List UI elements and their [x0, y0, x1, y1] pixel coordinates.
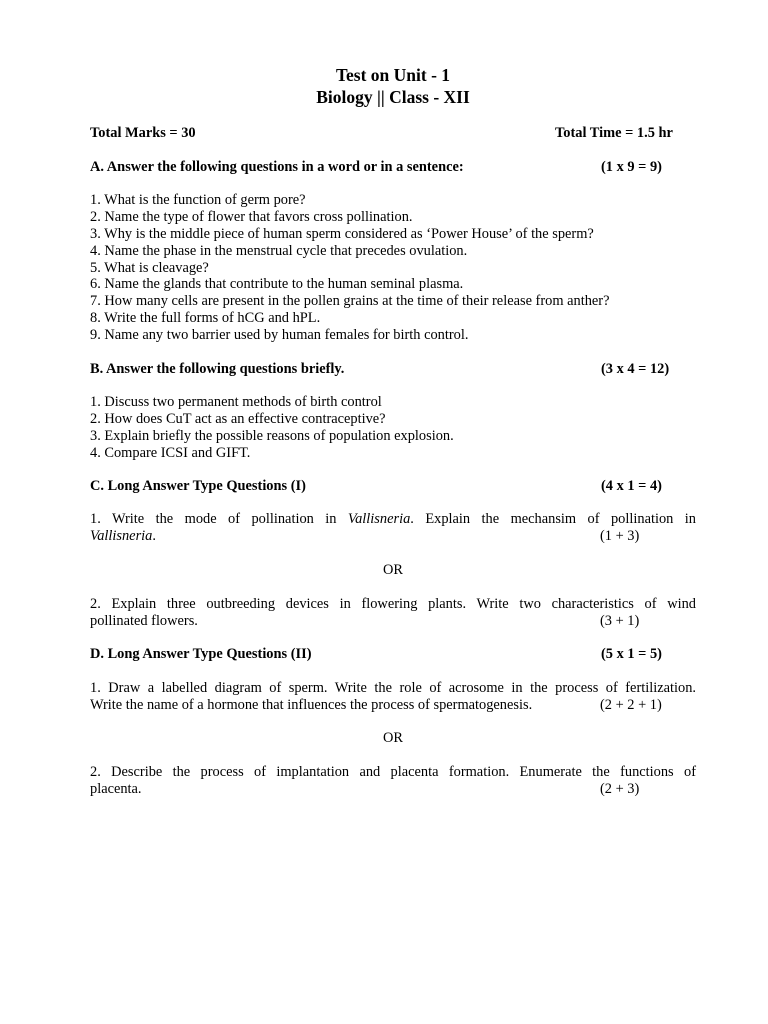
question-line [90, 613, 696, 630]
question-marks: (2 + 3) [600, 781, 640, 797]
section-b-heading: B. Answer the following questions briefly. [90, 361, 345, 377]
section-a-question: 8. Write the full forms of hCG and hPL. [90, 310, 321, 326]
question-text: Write the name of a hormone that influences the process of spermatogenesis. [90, 697, 533, 713]
section-b-question: 2. How does CuT act as an effective contraceptive? [90, 411, 386, 427]
page-title: Test on Unit - 1 [335, 65, 451, 85]
section-a-question: 7. How many cells are present in the pollen grains at the time of their release from anther? [90, 293, 610, 309]
question-marks: (2 + 2 + 1) [600, 697, 662, 713]
species-name: Vallisneria [90, 528, 153, 544]
section-a-marks: (1 x 9 = 9) [601, 159, 662, 175]
section-d-marks: (5 x 1 = 5) [601, 646, 662, 662]
section-a-question: 4. Name the phase in the menstrual cycle that precedes ovulation. [90, 243, 468, 259]
question-line [90, 781, 696, 798]
section-c-heading: C. Long Answer Type Questions (I) [90, 478, 306, 494]
question-text: 1. Write the mode of pollination in [90, 511, 348, 527]
section-b-question: 4. Compare ICSI and GIFT. [90, 445, 251, 461]
section-a-question: 3. Why is the middle piece of human sperm considered as ‘Power House’ of the sperm? [90, 226, 594, 242]
page-subtitle: Biology || Class - XII [316, 87, 470, 107]
or-separator: OR [383, 562, 403, 578]
question-line: 2. Describe the process of implantation and placenta formation. Enumerate the functions of [90, 764, 696, 780]
question-line [90, 697, 696, 714]
total-time: Total Time = 1.5 hr [555, 125, 673, 141]
section-b-question: 1. Discuss two permanent methods of birth control [90, 394, 382, 410]
species-name: Vallisneria [347, 511, 411, 527]
question-text: placenta. [90, 781, 142, 797]
section-d-heading: D. Long Answer Type Questions (II) [90, 646, 312, 662]
question-line: 2. Explain three outbreeding devices in flowering plants. Write two characteristics of wind [90, 596, 696, 612]
question-text: . [152, 528, 156, 544]
section-c-question-1 [90, 511, 696, 545]
question-line: 1. Draw a labelled diagram of sperm. Write the role of acrosome in the process of fertilization. [90, 680, 696, 696]
section-a-question: 1. What is the function of germ pore? [90, 192, 306, 208]
section-c-question-2 [90, 596, 696, 630]
total-marks: Total Marks = 30 [90, 125, 196, 141]
section-b-question: 3. Explain briefly the possible reasons of population explosion. [90, 428, 454, 444]
section-a-heading: A. Answer the following questions in a word or in a sentence: [90, 159, 464, 175]
section-d-question-2 [90, 764, 696, 798]
section-a-question: 5. What is cleavage? [90, 260, 209, 276]
section-a-question: 2. Name the type of flower that favors cross pollination. [90, 209, 413, 225]
section-a-question: 6. Name the glands that contribute to the human seminal plasma. [90, 276, 464, 292]
question-line [90, 511, 696, 528]
or-separator: OR [383, 730, 403, 746]
question-text: pollinated flowers. [90, 613, 198, 629]
section-b-marks: (3 x 4 = 12) [601, 361, 670, 377]
section-c-marks: (4 x 1 = 4) [601, 478, 662, 494]
section-d-question-1 [90, 680, 696, 714]
question-marks: (3 + 1) [600, 613, 640, 629]
question-marks: (1 + 3) [600, 528, 640, 544]
section-a-question: 9. Name any two barrier used by human females for birth control. [90, 327, 469, 343]
question-line [90, 528, 696, 545]
question-text: . Explain the mechansim of pollination in [410, 511, 696, 527]
